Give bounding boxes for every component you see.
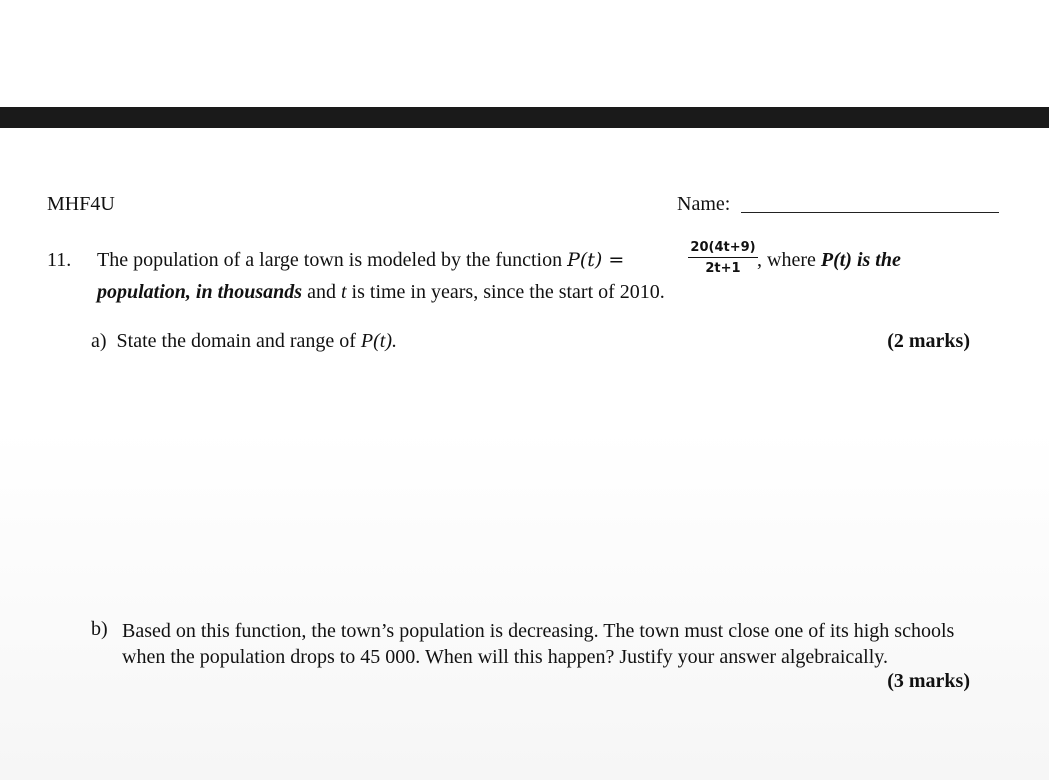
question-intro-text: The population of a large town is modeled by the function [97, 249, 568, 271]
function-lhs: P(t) = [567, 249, 625, 271]
time-description: is time in years, since the start of 2010. [346, 281, 665, 303]
part-b-text: Based on this function, the town’s population is decreasing. The town must close one of its high schools when the population drops to 45 000. When will this happen? Justify your answer algebraically. [122, 620, 955, 668]
part-b-label: b) [91, 618, 108, 640]
question-number: 11. [47, 249, 72, 271]
bold-definition-line2: population, in thousands [97, 281, 303, 303]
part-a [91, 330, 397, 353]
function-fraction [688, 240, 758, 276]
name-label: Name: [677, 193, 731, 215]
part-b-marks: (3 marks) [887, 670, 970, 692]
name-field-line [741, 212, 999, 213]
question-intro-line2 [97, 281, 665, 304]
and-text: and [302, 281, 341, 303]
fraction-denominator: 2t+1 [705, 261, 741, 276]
top-bar [0, 107, 1049, 128]
part-a-label: a) [91, 330, 107, 352]
part-a-marks: (2 marks) [887, 330, 970, 352]
fraction-numerator: 20(4t+9) [688, 240, 758, 258]
bold-definition: P(t) is the [820, 249, 901, 271]
variable-t: t [340, 281, 347, 303]
course-code: MHF4U [47, 193, 115, 215]
part-a-function: P(t). [360, 330, 398, 352]
where-text: , where [757, 249, 821, 271]
question-intro-continuation [757, 249, 901, 272]
part-a-text: State the domain and range of [116, 330, 361, 352]
question-intro-line1 [97, 249, 624, 272]
